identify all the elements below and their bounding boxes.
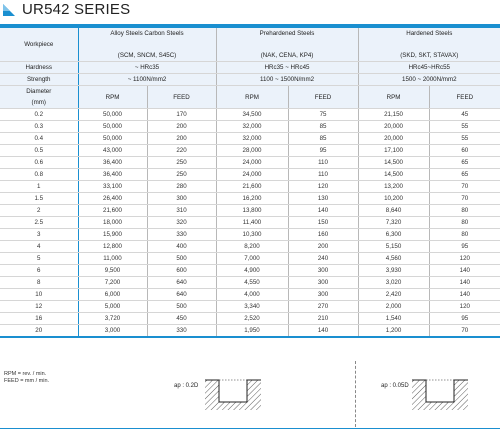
feed-cell: 200: [288, 241, 358, 253]
rpm-cell: 18,000: [78, 217, 147, 229]
header-row-groups: [0, 27, 500, 62]
rpm-cell: 9,500: [78, 265, 147, 277]
rpm-cell: 28,000: [216, 145, 288, 157]
feed-header: FEED: [147, 86, 216, 109]
feed-cell: 80: [429, 217, 500, 229]
rpm-cell: 32,000: [216, 121, 288, 133]
rpm-cell: 10,200: [358, 193, 429, 205]
rpm-cell: 24,000: [216, 157, 288, 169]
rpm-cell: 3,340: [216, 301, 288, 313]
rpm-cell: 50,000: [78, 133, 147, 145]
feed-cell: 95: [429, 313, 500, 325]
feed-cell: 65: [429, 169, 500, 181]
feed-cell: 500: [147, 301, 216, 313]
rpm-cell: 12,800: [78, 241, 147, 253]
feed-cell: 200: [147, 121, 216, 133]
strength-label: Strength: [0, 74, 78, 86]
feed-cell: 240: [288, 253, 358, 265]
rpm-cell: 13,800: [216, 205, 288, 217]
table-row: [0, 217, 500, 229]
rpm-cell: 10,300: [216, 229, 288, 241]
table-row: [0, 313, 500, 325]
rpm-cell: 26,400: [78, 193, 147, 205]
feed-cell: 320: [147, 217, 216, 229]
group-header-alloy: [78, 27, 216, 62]
group-name: Alloy Steels Carbon Steels: [110, 30, 184, 37]
feed-cell: 140: [429, 289, 500, 301]
diameter-title: Diameter: [26, 88, 52, 95]
feed-cell: 600: [147, 265, 216, 277]
feed-cell: 70: [429, 193, 500, 205]
header-row-columns: [0, 86, 500, 109]
feed-cell: 140: [429, 265, 500, 277]
feed-cell: 95: [429, 241, 500, 253]
rpm-cell: 8,200: [216, 241, 288, 253]
rpm-cell: 6,000: [78, 289, 147, 301]
depth-label-right: ap : 0.05D: [381, 383, 409, 389]
rpm-cell: 4,000: [216, 289, 288, 301]
rpm-cell: 50,000: [78, 121, 147, 133]
rpm-cell: 11,000: [78, 253, 147, 265]
feed-cell: 85: [288, 121, 358, 133]
diameter-cell: 12: [0, 301, 78, 313]
group-materials: (NAK, CENA, KP4): [260, 52, 314, 59]
rpm-cell: 1,950: [216, 325, 288, 338]
rpm-cell: 17,100: [358, 145, 429, 157]
rpm-cell: 21,150: [358, 109, 429, 121]
rpm-header: RPM: [358, 86, 429, 109]
feed-cell: 210: [288, 313, 358, 325]
rpm-cell: 1,540: [358, 313, 429, 325]
feed-cell: 80: [429, 229, 500, 241]
rpm-cell: 32,000: [216, 133, 288, 145]
rpm-cell: 20,000: [358, 121, 429, 133]
table-row: [0, 133, 500, 145]
feed-cell: 300: [288, 265, 358, 277]
feed-cell: 250: [147, 157, 216, 169]
rpm-cell: 33,100: [78, 181, 147, 193]
rpm-cell: 4,560: [358, 253, 429, 265]
rpm-cell: 2,520: [216, 313, 288, 325]
rpm-header: RPM: [78, 86, 147, 109]
table-row: [0, 289, 500, 301]
group-name: Hardened Steels: [406, 30, 453, 37]
rpm-header: RPM: [216, 86, 288, 109]
feed-header: FEED: [429, 86, 500, 109]
feed-cell: 300: [288, 277, 358, 289]
diameter-cell: 3: [0, 229, 78, 241]
diameter-cell: 0.6: [0, 157, 78, 169]
rpm-cell: 20,000: [358, 133, 429, 145]
rpm-cell: 6,300: [358, 229, 429, 241]
feed-cell: 330: [147, 229, 216, 241]
feed-cell: 45: [429, 109, 500, 121]
diameter-cell: 16: [0, 313, 78, 325]
feed-cell: 160: [288, 229, 358, 241]
feed-cell: 75: [288, 109, 358, 121]
strength-value: 1500 ~ 2000N/mm2: [358, 74, 500, 86]
feed-cell: 200: [147, 133, 216, 145]
feed-cell: 80: [429, 205, 500, 217]
groove-diagram-left: [205, 376, 265, 412]
rpm-cell: 7,000: [216, 253, 288, 265]
rpm-cell: 3,020: [358, 277, 429, 289]
hardness-value: HRc45~HRc55: [358, 62, 500, 74]
rpm-cell: 2,420: [358, 289, 429, 301]
rpm-cell: 16,200: [216, 193, 288, 205]
rpm-cell: 21,600: [78, 205, 147, 217]
rpm-cell: 7,200: [78, 277, 147, 289]
feed-cell: 55: [429, 133, 500, 145]
diameter-cell: 5: [0, 253, 78, 265]
feed-cell: 55: [429, 121, 500, 133]
rpm-cell: 34,500: [216, 109, 288, 121]
page-title: UR542 SERIES: [22, 1, 131, 18]
feed-cell: 640: [147, 277, 216, 289]
diameter-cell: 8: [0, 277, 78, 289]
rpm-cell: 14,500: [358, 169, 429, 181]
rpm-cell: 4,900: [216, 265, 288, 277]
rpm-cell: 3,000: [78, 325, 147, 338]
diameter-cell: 0.4: [0, 133, 78, 145]
feed-cell: 140: [429, 277, 500, 289]
diameter-cell: 1.5: [0, 193, 78, 205]
rpm-cell: 50,000: [78, 109, 147, 121]
feed-cell: 85: [288, 133, 358, 145]
feed-cell: 140: [288, 205, 358, 217]
feed-cell: 150: [288, 217, 358, 229]
strength-value: ~ 1100N/mm2: [78, 74, 216, 86]
feed-cell: 330: [147, 325, 216, 338]
group-name: Prehardened Steels: [259, 30, 315, 37]
feed-cell: 120: [429, 301, 500, 313]
feed-cell: 310: [147, 205, 216, 217]
diameter-cell: 1: [0, 181, 78, 193]
feed-cell: 120: [429, 253, 500, 265]
diameter-cell: 20: [0, 325, 78, 338]
feed-cell: 280: [147, 181, 216, 193]
feed-cell: 450: [147, 313, 216, 325]
rpm-cell: 14,500: [358, 157, 429, 169]
rpm-cell: 36,400: [78, 169, 147, 181]
rpm-cell: 2,000: [358, 301, 429, 313]
series-icon: [2, 3, 16, 17]
table-row: [0, 193, 500, 205]
feed-cell: 130: [288, 193, 358, 205]
header-row-strength: [0, 74, 500, 86]
feed-cell: 250: [147, 169, 216, 181]
diameter-cell: 0.2: [0, 109, 78, 121]
rpm-cell: 15,900: [78, 229, 147, 241]
note-rpm: RPM = rev. / min.: [4, 371, 47, 377]
table-body: [0, 109, 500, 338]
feed-cell: 95: [288, 145, 358, 157]
rpm-cell: 7,320: [358, 217, 429, 229]
rpm-cell: 4,550: [216, 277, 288, 289]
table-row: [0, 253, 500, 265]
diagram-divider: [355, 361, 357, 427]
hardness-value: ~ HRc35: [78, 62, 216, 74]
groove-diagram-right: [412, 376, 472, 412]
diameter-cell: 4: [0, 241, 78, 253]
diameter-cell: 0.5: [0, 145, 78, 157]
rpm-cell: 1,200: [358, 325, 429, 338]
feed-cell: 220: [147, 145, 216, 157]
feed-cell: 170: [147, 109, 216, 121]
table-row: [0, 169, 500, 181]
note-feed: FEED = mm / min.: [4, 378, 50, 384]
diameter-cell: 0.3: [0, 121, 78, 133]
diameter-unit: (mm): [31, 99, 46, 106]
group-materials: (SKD, SKT, STAVAX): [400, 52, 459, 59]
rpm-cell: 43,000: [78, 145, 147, 157]
depth-label-left: ap : 0.2D: [174, 383, 199, 389]
rpm-cell: 5,150: [358, 241, 429, 253]
rpm-cell: 11,400: [216, 217, 288, 229]
diameter-label: [0, 86, 78, 109]
hardness-label: Hardness: [0, 62, 78, 74]
feed-cell: 70: [429, 325, 500, 338]
rpm-cell: 3,930: [358, 265, 429, 277]
group-header-prehardened: [216, 27, 358, 62]
feed-cell: 110: [288, 157, 358, 169]
feed-cell: 500: [147, 253, 216, 265]
feed-cell: 60: [429, 145, 500, 157]
group-header-hardened: [358, 27, 500, 62]
diameter-cell: 6: [0, 265, 78, 277]
unit-notes: [4, 371, 49, 385]
feed-cell: 110: [288, 169, 358, 181]
feed-cell: 70: [429, 181, 500, 193]
feed-header: FEED: [288, 86, 358, 109]
workpiece-label: Workpiece: [0, 27, 78, 62]
table-row: [0, 205, 500, 217]
rpm-cell: 36,400: [78, 157, 147, 169]
feed-cell: 270: [288, 301, 358, 313]
table-row: [0, 265, 500, 277]
feed-cell: 300: [288, 289, 358, 301]
rpm-cell: 8,640: [358, 205, 429, 217]
table-row: [0, 229, 500, 241]
table-row: [0, 241, 500, 253]
table-row: [0, 145, 500, 157]
diameter-cell: 0.8: [0, 169, 78, 181]
header-row-hardness: [0, 62, 500, 74]
diameter-cell: 2: [0, 205, 78, 217]
table-row: [0, 157, 500, 169]
table-row: [0, 109, 500, 121]
rpm-cell: 3,720: [78, 313, 147, 325]
diameter-cell: 10: [0, 289, 78, 301]
rpm-cell: 13,200: [358, 181, 429, 193]
table-row: [0, 325, 500, 338]
hardness-value: HRc35 ~ HRc45: [216, 62, 358, 74]
rpm-cell: 5,000: [78, 301, 147, 313]
table-row: [0, 301, 500, 313]
feed-cell: 65: [429, 157, 500, 169]
table-row: [0, 121, 500, 133]
rpm-cell: 24,000: [216, 169, 288, 181]
feed-cell: 400: [147, 241, 216, 253]
bottom-rule: [0, 428, 500, 429]
diameter-cell: 2.5: [0, 217, 78, 229]
rpm-cell: 21,600: [216, 181, 288, 193]
group-materials: (SCM, SNCM, S45C): [117, 52, 177, 59]
feed-cell: 640: [147, 289, 216, 301]
cutting-conditions-table: [0, 26, 500, 338]
feed-cell: 300: [147, 193, 216, 205]
feed-cell: 140: [288, 325, 358, 338]
feed-cell: 120: [288, 181, 358, 193]
table-row: [0, 181, 500, 193]
strength-value: 1100 ~ 1500N/mm2: [216, 74, 358, 86]
table-row: [0, 277, 500, 289]
title-bar: [0, 0, 500, 22]
